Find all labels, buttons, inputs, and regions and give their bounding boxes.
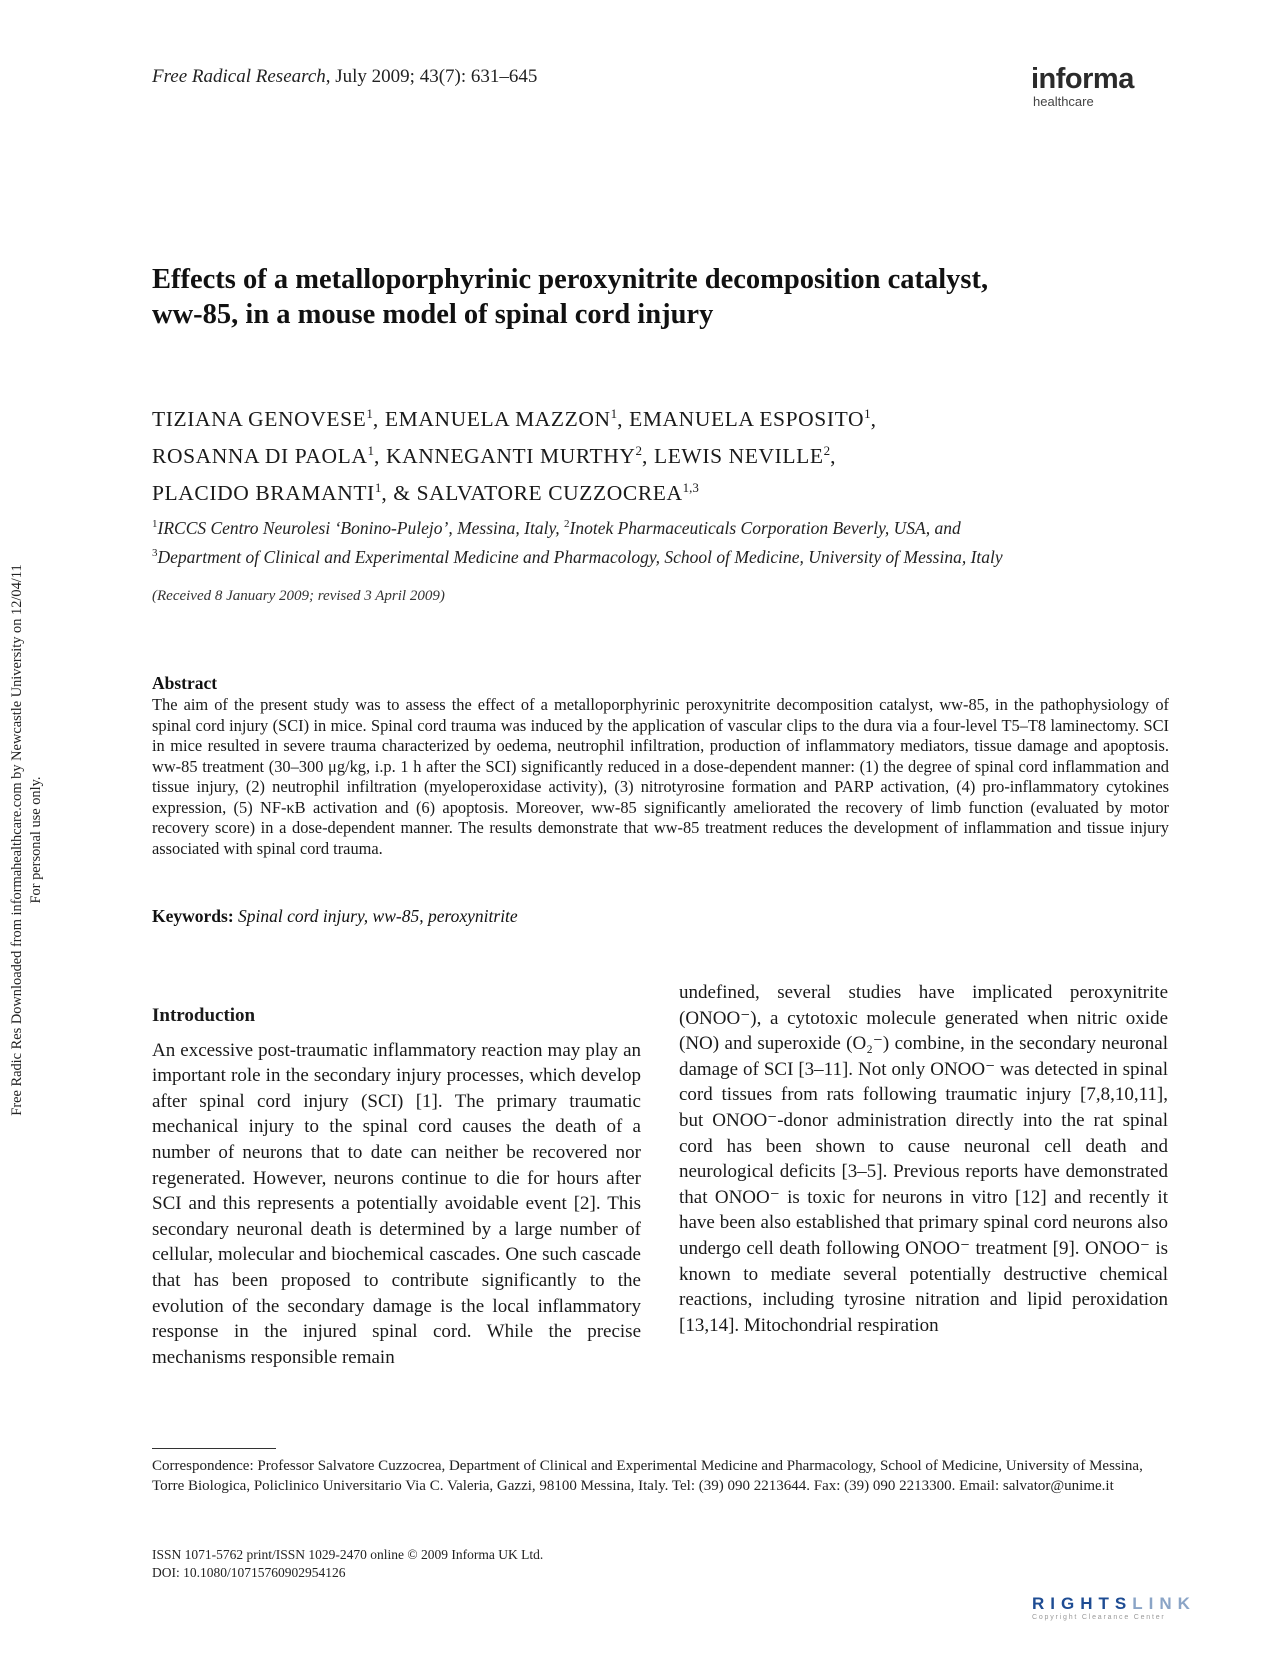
intro-paragraph-left: An excessive post-traumatic inflammatory reaction may play an important role in the secondary injury processes, which develop after spinal cord injury (SCI) [1]. The primary traumatic mechanical injury to the spinal cord causes the death of a number of neurons that to date can neither be recovered nor regenerated. However, neurons continue to die for hours after SCI and this represents a potentially avoidable event [2]. This secondary neuronal death is determined by a large number of cellular, molecular and biochemical cascades. One such cascade that has been proposed to contribute significantly to the evolution of the secondary damage is the local inflammatory response in the injured spinal cord. While the precise mechanisms responsible remain bbox=[152, 1039, 641, 1368]
journal-issue: , July 2009; 43(7): 631–645 bbox=[325, 66, 538, 87]
affiliation-1: IRCCS Centro Neurolesi ‘Bonino-Pulejo’, Messina, Italy, bbox=[157, 517, 564, 538]
intro-paragraph-right: undefined, several studies have implicated peroxynitrite (ONOO⁻), a cytotoxic molecule generated when nitric oxide (NO) and superoxide (O₂⁻) combine, in the secondary neuronal damage of SCI [3–11]. Not only ONOO⁻ was detected in spinal cord tissues from rats following traumatic injury [7,8,10,11], but ONOO⁻-donor administration directly into the rat spinal cord has been shown to cause neuronal cell death and neurological deficits [3–5]. Previous reports have demonstrated that ONOO⁻ is toxic for neurons in vitro [12] and recently it have been also established that primary spinal cord neurons also undergo cell death following ONOO⁻ treatment [9]. ONOO⁻ is known to mediate several potentially destructive chemical reactions, including tyrosine nitration and lipid peroxidation [13,14]. Mitochondrial respiration bbox=[679, 982, 1168, 1336]
download-watermark bbox=[8, 520, 46, 1160]
author-name: KANNEGANTI MURTHY bbox=[385, 444, 636, 469]
affil-sup: 3 bbox=[152, 546, 158, 559]
received-dates: (Received 8 January 2009; revised 3 April 2009) bbox=[152, 588, 445, 604]
rightslink-logo[interactable] bbox=[1032, 1595, 1238, 1621]
footnote-rule bbox=[152, 1448, 276, 1449]
author-sep: , bbox=[642, 444, 654, 469]
logo-brand: informa bbox=[1031, 63, 1134, 95]
right-column bbox=[679, 980, 1168, 1338]
introduction-heading: Introduction bbox=[152, 1005, 256, 1026]
author-name: SALVATORE CUZZOCREA bbox=[416, 481, 683, 506]
affiliations bbox=[152, 512, 1162, 570]
affiliation-3: Department of Clinical and Experimental Medicine and Pharmacology, School of Medicine, University of Messina, Italy bbox=[157, 546, 1003, 567]
title-line-2: ww-85, in a mouse model of spinal cord injury bbox=[152, 299, 714, 330]
author-sep: , bbox=[372, 407, 385, 432]
left-column bbox=[152, 1003, 641, 1370]
journal-name: Free Radical Research bbox=[152, 66, 326, 87]
author-sup: 1,3 bbox=[682, 480, 699, 496]
author-sup: 1 bbox=[864, 406, 871, 421]
author-sep: , bbox=[870, 407, 877, 432]
author-list bbox=[152, 398, 1152, 509]
rightslink-wordmark bbox=[1032, 1595, 1238, 1613]
informa-logo bbox=[1031, 64, 1171, 109]
author-sup: 2 bbox=[635, 443, 643, 459]
abstract-text: The aim of the present study was to assess the effect of a metalloporphyrinic peroxynitrite decomposition catalyst, ww-85, in the pathophysiology of spinal cord injury (SCI) in mice. Spinal cord trauma was induced by the application of vascular clips to the dura via a four-level T5–T8 laminectomy. SCI in mice resulted in severe trauma characterized by oedema, neutrophil infiltration, production of inflammatory mediators, tissue damage and apoptosis. ww-85 treatment (30–300 μg/kg, i.p. 1 h after the SCI) significantly reduced in a dose-dependent manner: (1) the degree of spinal cord inflammation and tissue injury, (2) neutrophil infiltration (myeloperoxidase activity), (3) nitrotyrosine formation and PARP activation, (4) pro-inflammatory cytokines expression, (5) NF-κB activation and (6) apoptosis. Moreover, ww-85 significantly ameliorated the recovery of limb function (evaluated by motor recovery score) in a dose-dependent manner. The results demonstrate that ww-85 treatment reduces the development of inflammation and tissue injury associated with spinal cord trauma. bbox=[152, 695, 1169, 858]
affil-sup: 2 bbox=[564, 518, 570, 530]
author-name: ROSANNA DI PAOLA bbox=[152, 444, 368, 469]
rightslink-rights: RIGHTS bbox=[1032, 1594, 1133, 1613]
keywords-label: Keywords: bbox=[152, 906, 234, 926]
author-name: TIZIANA GENOVESE bbox=[152, 407, 367, 432]
author-sup: 2 bbox=[823, 443, 831, 459]
rightslink-tagline: Copyright Clearance Center bbox=[1032, 1614, 1166, 1621]
author-sep: , & bbox=[381, 481, 417, 506]
author-name: EMANUELA MAZZON bbox=[384, 407, 611, 432]
author-line-2 bbox=[152, 435, 1152, 472]
affiliation-line-1 bbox=[152, 512, 1162, 541]
keywords bbox=[152, 906, 518, 927]
author-line-1 bbox=[152, 398, 1152, 435]
correspondence-note: Correspondence: Professor Salvatore Cuzzocrea, Department of Clinical and Experimental Medicine and Pharmacology, School of Medicine, University of Messina, Torre Biologica, Policlinico Universitario Via C. Valeria, Gazzi, 98100 Messina, Italy. Tel: (39) 090 2213644. Fax: (39) 090 2213300. Email: salvator@unime.it bbox=[152, 1458, 1143, 1494]
author-line-3 bbox=[152, 472, 1152, 509]
abstract-heading: Abstract bbox=[152, 673, 218, 693]
author-sup: 1 bbox=[366, 406, 373, 421]
author-sup: 1 bbox=[374, 480, 382, 496]
affiliation-line-2 bbox=[152, 541, 1162, 570]
author-sep: , bbox=[830, 444, 837, 469]
keywords-list: Spinal cord injury, ww-85, peroxynitrite bbox=[238, 906, 518, 926]
author-name: PLACIDO BRAMANTI bbox=[152, 481, 375, 506]
article-title bbox=[152, 262, 1152, 332]
author-sup: 1 bbox=[610, 406, 618, 421]
journal-citation bbox=[152, 66, 537, 88]
rightslink-link: LINK bbox=[1132, 1594, 1196, 1613]
watermark-line-2: For personal use only. bbox=[28, 776, 44, 904]
affiliation-2: Inotek Pharmaceuticals Corporation Beverly, USA, and bbox=[569, 517, 961, 538]
issn-block bbox=[152, 1546, 543, 1582]
title-line-1: Effects of a metalloporphyrinic peroxynitrite decomposition catalyst, bbox=[152, 264, 989, 295]
author-sep: , bbox=[617, 407, 630, 432]
author-sup: 1 bbox=[367, 443, 374, 459]
author-name: EMANUELA ESPOSITO bbox=[629, 407, 865, 432]
issn-line: ISSN 1071-5762 print/ISSN 1029-2470 online © 2009 Informa UK Ltd. bbox=[152, 1547, 544, 1562]
affil-sup: 1 bbox=[152, 518, 158, 530]
doi-line: DOI: 10.1080/10715760902954126 bbox=[152, 1565, 346, 1580]
watermark-line-1: Free Radic Res Downloaded from informahealthcare.com by Newcastle University on 12/04/11 bbox=[9, 564, 25, 1116]
author-sep: , bbox=[373, 444, 386, 469]
author-name: LEWIS NEVILLE bbox=[653, 444, 824, 469]
logo-sub: healthcare bbox=[1033, 94, 1094, 109]
